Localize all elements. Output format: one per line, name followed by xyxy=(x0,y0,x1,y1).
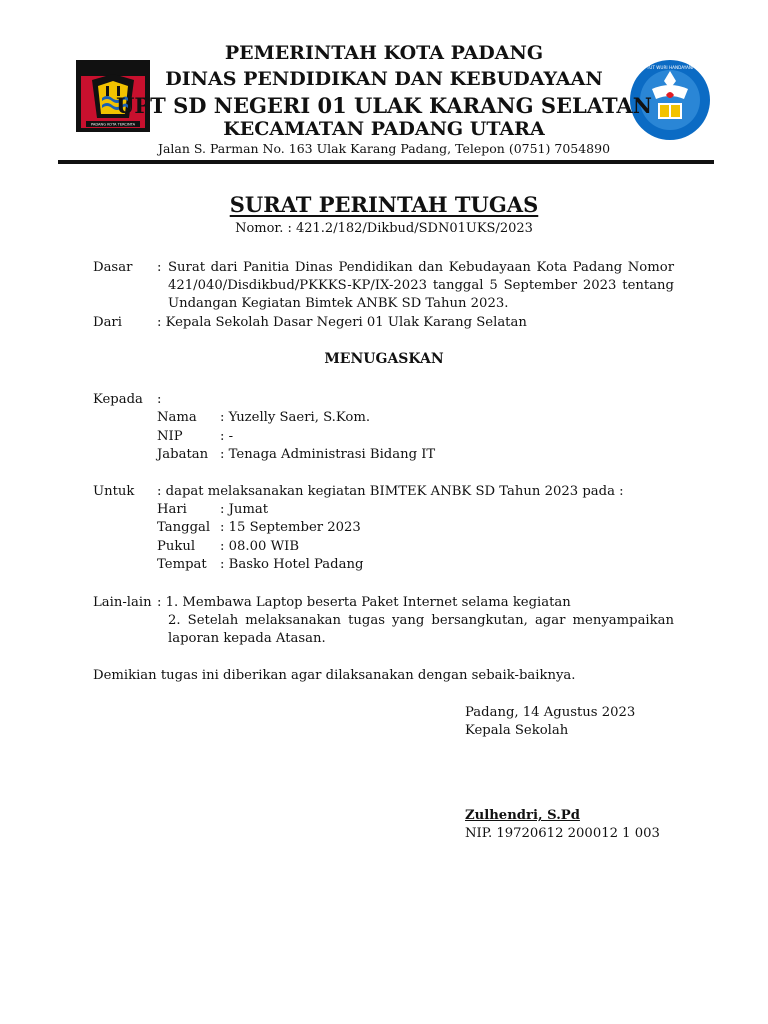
emblem-motto: TUT WURI HANDAYANI xyxy=(646,65,694,70)
district-name: KECAMATAN PADANG UTARA xyxy=(223,118,545,140)
signature-place-date: Padang, 14 Agustus 2023 xyxy=(465,705,636,720)
lain-lain-item-1: : 1. Membawa Laptop beserta Paket Internet selama kegiatan xyxy=(157,595,571,610)
field-label: Hari xyxy=(157,502,187,517)
letterhead-divider xyxy=(58,160,714,164)
signatory-name: Zulhendri, S.Pd xyxy=(465,808,580,823)
field-label: Nama xyxy=(157,410,197,425)
field-label: Tempat xyxy=(157,557,207,572)
dari-text: : Kepala Sekolah Dasar Negeri 01 Ulak Karang Selatan xyxy=(157,315,527,330)
untuk-text: : dapat melaksanakan kegiatan BIMTEK ANBK SD Tahun 2023 pada : xyxy=(157,484,624,499)
field-value: : - xyxy=(220,429,234,444)
field-value: : Jumat xyxy=(220,502,269,517)
emblem-motto: PADANG KOTA TERCINTA xyxy=(90,122,136,127)
document-title: SURAT PERINTAH TUGAS xyxy=(229,192,539,217)
field-label: Jabatan xyxy=(157,447,209,462)
kepada-label: Kepada xyxy=(93,392,143,407)
signature-position: Kepala Sekolah xyxy=(465,723,569,738)
dari-label: Dari xyxy=(93,315,122,330)
lain-lain-label: Lain-lain xyxy=(93,595,152,610)
dasar-label: Dasar xyxy=(93,260,133,275)
menugaskan-heading: MENUGASKAN xyxy=(324,351,444,367)
lain-lain-item-2: 2. Setelah melaksanakan tugas yang bersangkutan, agar menyampaikan laporan kepada Atasan. xyxy=(168,613,674,646)
kepada-colon: : xyxy=(157,392,162,407)
document-number: Nomor. : 421.2/182/Dikbud/SDN01UKS/2023 xyxy=(235,221,533,236)
dasar-colon: : xyxy=(157,260,162,275)
government-name: PEMERINTAH KOTA PADANG xyxy=(224,42,544,64)
field-value: : 08.00 WIB xyxy=(220,539,300,554)
field-label: NIP xyxy=(157,429,183,444)
field-label: Pukul xyxy=(157,539,196,554)
field-value: : 15 September 2023 xyxy=(220,520,361,535)
closing-statement: Demikian tugas ini diberikan agar dilaksanakan dengan sebaik-baiknya. xyxy=(93,668,576,683)
signatory-nip: NIP. 19720612 200012 1 003 xyxy=(465,826,660,841)
field-value: : Tenaga Administrasi Bidang IT xyxy=(220,447,436,462)
field-value: : Yuzelly Saeri, S.Kom. xyxy=(220,410,371,425)
untuk-label: Untuk xyxy=(93,484,135,499)
field-label: Tanggal xyxy=(157,520,211,535)
school-name: UPT SD NEGERI 01 ULAK KARANG SELATAN xyxy=(116,93,652,118)
field-value: : Basko Hotel Padang xyxy=(220,557,364,572)
school-address: Jalan S. Parman No. 163 Ulak Karang Padang, Telepon (0751) 7054890 xyxy=(157,141,611,156)
dasar-text: Surat dari Panitia Dinas Pendidikan dan Kebudayaan Kota Padang Nomor 421/040/Disdikbud/PKKKS-KP/IX-2023 tanggal 5 September 2023 tentang Undangan Kegiatan Bimtek ANBK SD Tahun 2023. xyxy=(168,260,674,311)
department-name: DINAS PENDIDIKAN DAN KEBUDAYAAN xyxy=(165,68,603,90)
